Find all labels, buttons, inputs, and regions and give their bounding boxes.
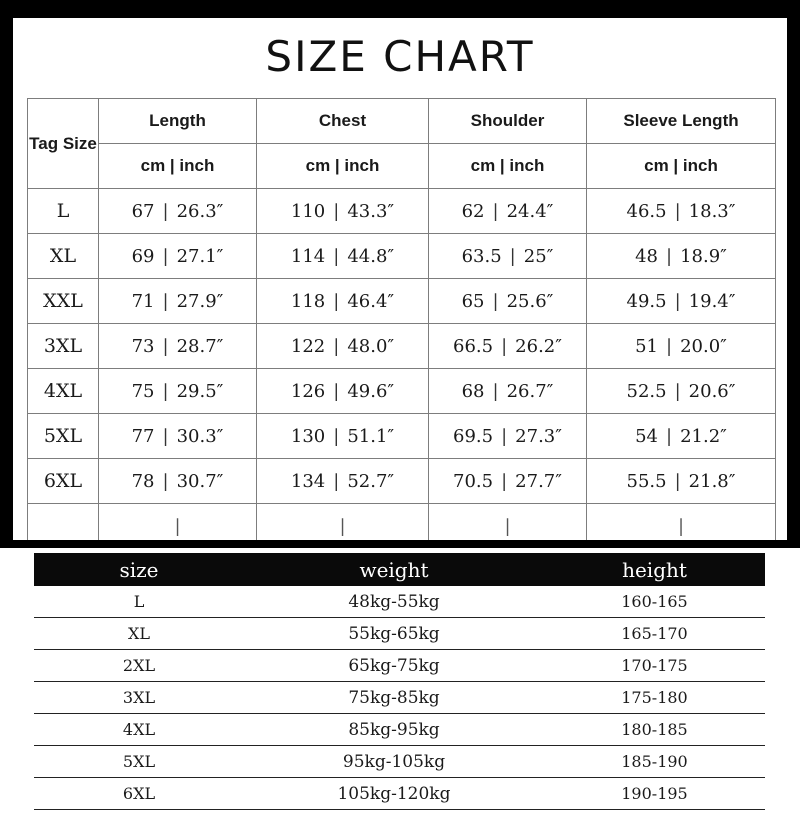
unit-separator: | xyxy=(333,245,340,267)
shoulder-header: Shoulder xyxy=(429,99,587,144)
blank-row xyxy=(28,504,776,541)
unit-separator: | xyxy=(174,515,181,537)
chest-cm-value: 114 xyxy=(290,245,326,267)
unit-separator: | xyxy=(333,335,340,357)
size-value: 3XL xyxy=(122,688,156,707)
tag-size-cell xyxy=(28,414,99,459)
size-cell-value: 5XL xyxy=(43,425,83,447)
chest-header: Chest xyxy=(257,99,429,144)
table-row xyxy=(28,369,776,414)
chest-inch-value: 49.6″ xyxy=(347,380,395,402)
chest-cm-value: 110 xyxy=(290,200,326,222)
weight-height-table xyxy=(34,553,765,810)
length-cm-value: 75 xyxy=(131,380,155,402)
height-value: 165-170 xyxy=(621,624,688,643)
length-inch-value: 27.1″ xyxy=(176,245,224,267)
measurement-cell xyxy=(257,324,429,369)
table-row xyxy=(34,586,765,618)
blank-cell xyxy=(587,504,776,541)
unit-separator: | xyxy=(492,200,499,222)
sleeve-cm-value: 49.5 xyxy=(626,290,667,312)
sleeve-inch-value: 18.3″ xyxy=(688,200,736,222)
sleeve-inch-value: 20.6″ xyxy=(688,380,736,402)
size-chart-title: SIZE CHART xyxy=(265,32,535,81)
shoulder-cm-value: 68 xyxy=(461,380,485,402)
size-value: 5XL xyxy=(122,752,156,771)
sleeve-cm-value: 52.5 xyxy=(626,380,667,402)
shoulder-cm-value: 62 xyxy=(461,200,485,222)
measurement-cell xyxy=(429,324,587,369)
size-cell-value: 3XL xyxy=(43,335,83,357)
sleeve-inch-value: 20.0″ xyxy=(680,335,727,357)
chest-unit-header: cm | inch xyxy=(257,144,429,189)
length-inch-value: 29.5″ xyxy=(176,380,224,402)
measurement-cell xyxy=(99,324,257,369)
chest-inch-value: 46.4″ xyxy=(347,290,395,312)
blank-cell xyxy=(99,504,257,541)
unit-separator: | xyxy=(162,290,169,312)
length-inch-value: 27.9″ xyxy=(176,290,224,312)
unit-separator: | xyxy=(162,245,169,267)
unit-separator: | xyxy=(333,200,340,222)
sleeve-cm-value: 54 xyxy=(635,425,658,447)
table-row xyxy=(34,618,765,650)
weight-height-header-row xyxy=(34,553,765,586)
weight-value: 85kg-95kg xyxy=(348,719,440,740)
unit-separator: | xyxy=(509,245,516,267)
chest-inch-value: 52.7″ xyxy=(347,470,395,492)
shoulder-inch-value: 26.2″ xyxy=(515,335,562,357)
size-value: 6XL xyxy=(122,784,156,803)
weight-value: 55kg-65kg xyxy=(348,623,440,644)
measurement-cell xyxy=(257,414,429,459)
measurement-cell xyxy=(429,279,587,324)
height-column-header: height xyxy=(622,557,687,582)
size-value: L xyxy=(133,592,145,611)
measurement-cell xyxy=(587,414,776,459)
unit-separator: | xyxy=(501,425,508,447)
size-value: 4XL xyxy=(122,720,156,739)
chest-inch-value: 44.8″ xyxy=(347,245,395,267)
chest-cm-value: 134 xyxy=(290,470,326,492)
measurement-cell xyxy=(99,189,257,234)
chest-cm-value: 122 xyxy=(290,335,326,357)
unit-separator: | xyxy=(162,470,169,492)
height-value: 185-190 xyxy=(621,752,688,771)
table-row xyxy=(28,414,776,459)
shoulder-inch-value: 24.4″ xyxy=(506,200,554,222)
size-value: 2XL xyxy=(122,656,156,675)
unit-separator: | xyxy=(501,470,508,492)
length-cm-value: 69 xyxy=(131,245,155,267)
unit-separator: | xyxy=(674,200,681,222)
table-row xyxy=(34,746,765,778)
measurement-cell xyxy=(587,324,776,369)
shoulder-cm-value: 66.5 xyxy=(453,335,494,357)
unit-separator: | xyxy=(162,380,169,402)
sleeve-length-header: Sleeve Length xyxy=(587,99,776,144)
unit-separator: | xyxy=(333,380,340,402)
blank-cell xyxy=(28,504,99,541)
unit-separator: | xyxy=(162,335,169,357)
measurement-table xyxy=(27,98,776,540)
chest-cm-value: 130 xyxy=(290,425,326,447)
height-value: 175-180 xyxy=(621,688,688,707)
height-value: 160-165 xyxy=(621,592,688,611)
shoulder-inch-value: 26.7″ xyxy=(506,380,554,402)
sleeve-inch-value: 18.9″ xyxy=(680,245,727,267)
measurement-cell xyxy=(257,459,429,504)
tag-size-cell xyxy=(28,369,99,414)
measurement-cell xyxy=(99,234,257,279)
sleeve-cm-value: 55.5 xyxy=(626,470,667,492)
measurement-table-body xyxy=(28,189,776,541)
sleeve-unit-header: cm | inch xyxy=(587,144,776,189)
table-row xyxy=(34,682,765,714)
shoulder-cm-value: 70.5 xyxy=(453,470,494,492)
measurement-cell xyxy=(429,369,587,414)
sleeve-inch-value: 19.4″ xyxy=(688,290,736,312)
measurement-cell xyxy=(99,459,257,504)
blank-cell xyxy=(429,504,587,541)
unit-separator: | xyxy=(339,515,346,537)
unit-separator: | xyxy=(492,290,499,312)
measurement-cell xyxy=(257,369,429,414)
unit-separator: | xyxy=(492,380,499,402)
size-column-header: size xyxy=(119,557,159,582)
size-cell-value: 4XL xyxy=(43,380,83,402)
chest-cm-value: 126 xyxy=(290,380,326,402)
tag-size-cell xyxy=(28,279,99,324)
measurement-cell xyxy=(257,189,429,234)
measurement-cell xyxy=(429,459,587,504)
sleeve-inch-value: 21.8″ xyxy=(688,470,736,492)
shoulder-unit-header: cm | inch xyxy=(429,144,587,189)
chest-inch-value: 48.0″ xyxy=(347,335,395,357)
size-cell-value: 6XL xyxy=(43,470,83,492)
table-row xyxy=(28,324,776,369)
size-value: XL xyxy=(127,624,150,643)
measurement-cell xyxy=(429,234,587,279)
weight-value: 95kg-105kg xyxy=(342,751,446,772)
shoulder-cm-value: 65 xyxy=(461,290,485,312)
unit-separator: | xyxy=(333,470,340,492)
length-cm-value: 71 xyxy=(131,290,155,312)
tag-size-cell xyxy=(28,324,99,369)
weight-value: 65kg-75kg xyxy=(348,655,440,676)
shoulder-inch-value: 27.7″ xyxy=(515,470,562,492)
chest-inch-value: 51.1″ xyxy=(347,425,395,447)
weight-column-header: weight xyxy=(359,557,429,582)
size-cell-value: L xyxy=(56,200,70,222)
unit-separator: | xyxy=(674,290,681,312)
sleeve-inch-value: 21.2″ xyxy=(680,425,727,447)
tag-size-cell xyxy=(28,234,99,279)
unit-separator: | xyxy=(674,380,681,402)
unit-separator: | xyxy=(666,425,673,447)
tag-size-cell xyxy=(28,459,99,504)
sleeve-cm-value: 51 xyxy=(635,335,658,357)
table-row xyxy=(28,459,776,504)
unit-separator: | xyxy=(162,425,169,447)
measurement-cell xyxy=(587,369,776,414)
size-cell-value: XXL xyxy=(43,290,83,312)
length-inch-value: 26.3″ xyxy=(176,200,224,222)
length-inch-value: 28.7″ xyxy=(176,335,224,357)
unit-separator: | xyxy=(677,515,685,537)
sleeve-cm-value: 48 xyxy=(635,245,658,267)
measurement-cell xyxy=(99,369,257,414)
length-cm-value: 67 xyxy=(131,200,155,222)
measurement-cell xyxy=(587,459,776,504)
measurement-cell xyxy=(587,279,776,324)
weight-value: 105kg-120kg xyxy=(337,783,451,804)
length-inch-value: 30.7″ xyxy=(176,470,224,492)
shoulder-inch-value: 27.3″ xyxy=(515,425,562,447)
length-cm-value: 73 xyxy=(131,335,155,357)
length-inch-value: 30.3″ xyxy=(176,425,224,447)
sleeve-cm-value: 46.5 xyxy=(626,200,667,222)
shoulder-cm-value: 63.5 xyxy=(461,245,502,267)
unit-separator: | xyxy=(333,290,340,312)
height-value: 190-195 xyxy=(621,784,688,803)
unit-separator: | xyxy=(501,335,508,357)
table-row xyxy=(34,650,765,682)
weight-value: 48kg-55kg xyxy=(348,591,440,612)
measurement-cell xyxy=(99,279,257,324)
length-cm-value: 77 xyxy=(131,425,155,447)
blank-cell xyxy=(257,504,429,541)
unit-separator: | xyxy=(162,200,169,222)
height-value: 180-185 xyxy=(621,720,688,739)
shoulder-cm-value: 69.5 xyxy=(453,425,494,447)
unit-separator: | xyxy=(666,245,673,267)
length-header: Length xyxy=(99,99,257,144)
measurement-cell xyxy=(587,189,776,234)
measurement-cell xyxy=(587,234,776,279)
table-row xyxy=(28,279,776,324)
chest-cm-value: 118 xyxy=(290,290,326,312)
table-row xyxy=(34,778,765,810)
unit-separator: | xyxy=(674,470,681,492)
chest-inch-value: 43.3″ xyxy=(347,200,395,222)
length-unit-header: cm | inch xyxy=(99,144,257,189)
length-cm-value: 78 xyxy=(131,470,155,492)
table-row xyxy=(28,234,776,279)
measurement-cell xyxy=(429,189,587,234)
measurement-cell xyxy=(99,414,257,459)
tag-size-header: Tag Size xyxy=(28,99,99,189)
measurement-cell xyxy=(257,234,429,279)
measurement-cell xyxy=(257,279,429,324)
measurement-cell xyxy=(429,414,587,459)
unit-separator: | xyxy=(504,515,511,537)
table-row xyxy=(28,189,776,234)
shoulder-inch-value: 25.6″ xyxy=(506,290,554,312)
weight-height-body xyxy=(34,586,765,810)
shoulder-inch-value: 25″ xyxy=(523,245,554,267)
size-cell-value: XL xyxy=(49,245,77,267)
table-row xyxy=(34,714,765,746)
weight-value: 75kg-85kg xyxy=(348,687,440,708)
unit-separator: | xyxy=(333,425,340,447)
size-chart-panel xyxy=(13,18,787,540)
height-value: 170-175 xyxy=(621,656,688,675)
unit-separator: | xyxy=(666,335,673,357)
tag-size-cell xyxy=(28,189,99,234)
